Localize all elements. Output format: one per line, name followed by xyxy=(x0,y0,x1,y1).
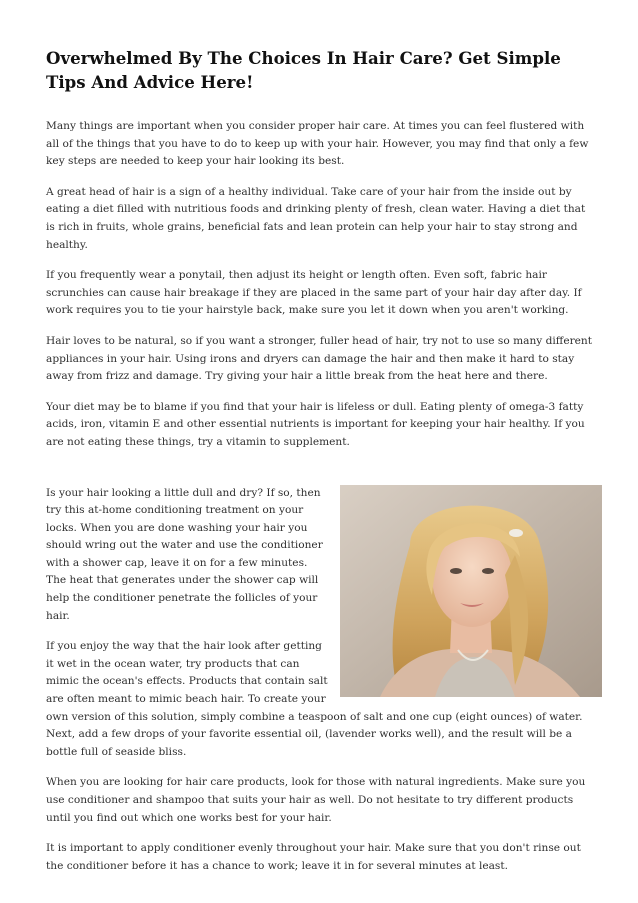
paragraph-7: If you enjoy the way that the hair look after getting it wet in the ocean water, try products that can mimic the ocean's effects. Products that contain salt are often meant to mimic beach hair. To create your own version of this solution, simply combine a teaspoon of salt and one cup (eight ounces) of water. Next, add a few drops of your favorite essential oil, (lavender works well), and the result will be a bottle full of seaside bliss. xyxy=(46,640,583,758)
paragraph-9: It is important to apply conditioner evenly throughout your hair. Make sure that you don't rinse out the conditioner before it has a chance to work; leave it in for several minutes at least. xyxy=(46,842,581,872)
paragraph-1: Many things are important when you consider proper hair care. At times you can feel flustered with all of the things that you have to do to keep up with your hair. However, you may find that only a few key steps are needed to keep your hair looking its best. xyxy=(46,120,589,168)
section-spacer xyxy=(46,465,594,485)
paragraph-3: If you frequently wear a ponytail, then adjust its height or length often. Even soft, fabric hair scrunchies can cause hair breakage if they are placed in the same part of your hair day after day. If work requires you to tie your hairstyle back, make sure you let it down when you aren't working. xyxy=(46,269,582,317)
article-title: Overwhelmed By The Choices In Hair Care? Get Simple Tips And Advice Here! xyxy=(46,48,561,92)
paragraph-4: Hair loves to be natural, so if you want a stronger, fuller head of hair, try not to use so many different appliances in your hair. Using irons and dryers can damage the hair and then make it hard to stay away from frizz and damage. Try giving your hair a little break from the heat here and there. xyxy=(46,334,593,383)
paragraph-2: A great head of hair is a sign of a healthy individual. Take care of your hair from the inside out by eating a diet filled with nutritious foods and drinking plenty of fresh, clean water. Having a diet that is rich in fruits, whole grains, beneficial fats and lean protein can help your hair to stay strong and healthy. xyxy=(46,185,586,251)
paragraph-8: When you are looking for hair care products, look for those with natural ingredients. Make sure you use conditioner and shampoo that suits your hair as well. Do not hesitate to try different products until you find out which one works best for your hair. xyxy=(46,776,586,824)
portrait-illustration xyxy=(340,485,602,697)
paragraph-6: Is your hair looking a little dull and dry? If so, then try this at-home conditioning treatment on your locks. When you are done washing your hair you should wring out the water and use the conditioner with a shower cap, leave it on for a few minutes. The heat that generates under the shower cap will help the conditioner penetrate the follicles of your hair. xyxy=(46,486,323,622)
portrait-photo xyxy=(340,485,602,697)
paragraph-5: Your diet may be to blame if you find that your hair is lifeless or dull. Eating plenty of omega-3 fatty acids, iron, vitamin E and other essential nutrients is important for keeping your hair healthy. If you are not eating these things, try a vitamin to supplement. xyxy=(46,400,585,448)
